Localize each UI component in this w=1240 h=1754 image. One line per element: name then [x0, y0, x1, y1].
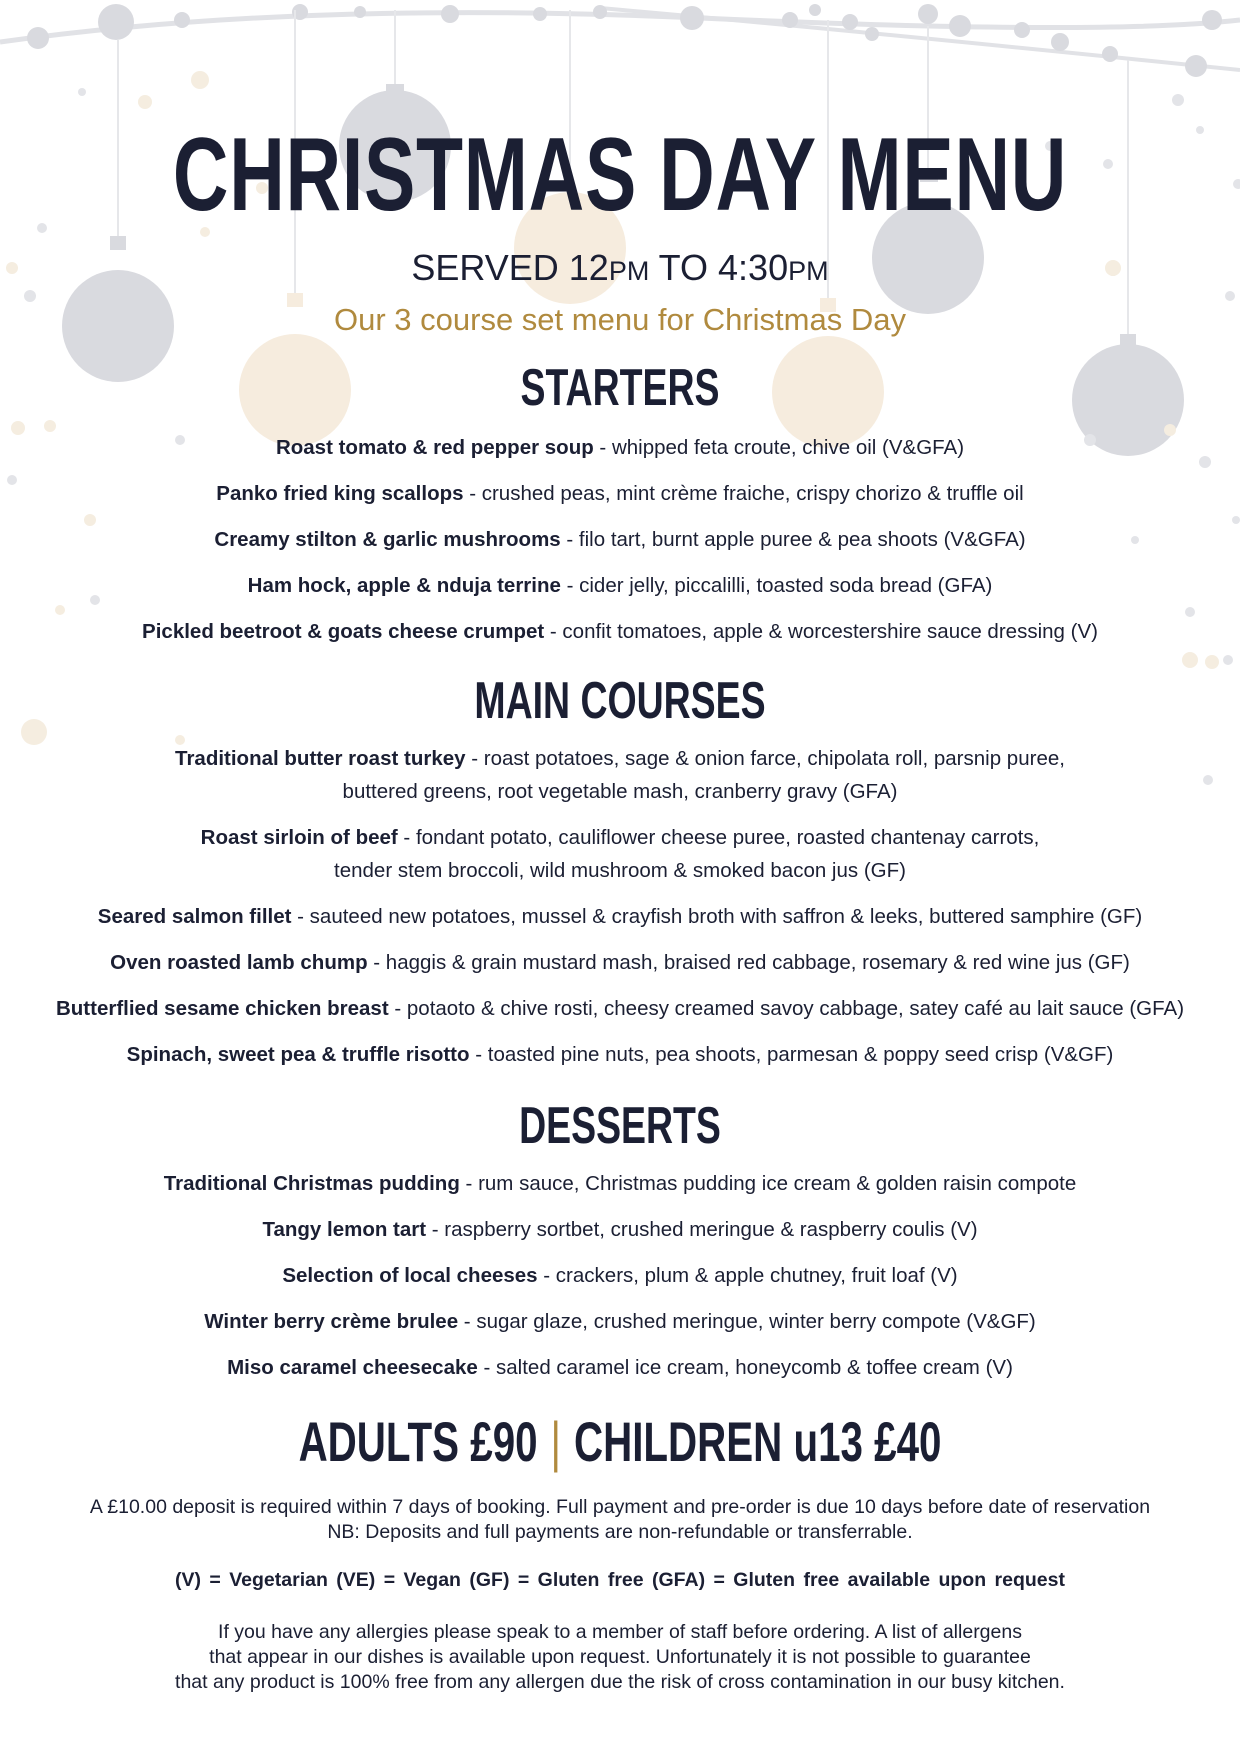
menu-item: Seared salmon fillet - sauteed new potatoes, mussel & crayfish broth with saffron & leeks, buttered samphire (GF): [97, 905, 1143, 928]
menu-item: Roast tomato & red pepper soup - whipped feta croute, chive oil (V&GFA): [275, 436, 965, 459]
dietary-key: (V) = Vegetarian (VE) = Vegan (GF) = Gluten free (GFA) = Gluten free available upon request: [175, 1569, 1065, 1591]
deposit-note: A £10.00 deposit is required within 7 days of booking. Full payment and pre-order is due 10 days before date of reservation NB: Deposits and full payments are non-refundable or transferrable.: [89, 1496, 1151, 1543]
menu-tagline: Our 3 course set menu for Christmas Day: [334, 302, 906, 337]
child-price: CHILDREN u13 £40: [573, 1410, 942, 1473]
menu-item: Winter berry crème brulee - sugar glaze, crushed meringue, winter berry compote (V&GF): [204, 1310, 1036, 1333]
served-times: SERVED 12PM TO 4:30PM: [411, 247, 829, 288]
menu-item: Spinach, sweet pea & truffle risotto - toasted pine nuts, pea shoots, parmesan & poppy seed crisp (V&GF): [126, 1043, 1114, 1066]
menu-title: CHRISTMAS DAY MENU: [172, 117, 1068, 233]
menu-item: Oven roasted lamb chump - haggis & grain mustard mash, braised red cabbage, rosemary & red wine jus (GF): [110, 951, 1130, 974]
menu-item: Selection of local cheeses - crackers, plum & apple chutney, fruit loaf (V): [282, 1264, 958, 1287]
adult-price: ADULTS £90: [298, 1410, 538, 1473]
mains-heading: MAIN COURSES: [474, 672, 766, 730]
menu-item: Traditional butter roast turkey - roast potatoes, sage & onion farce, chipolata roll, parsnip puree, buttered greens, root vegetable mash, cranberry gravy (GFA): [175, 747, 1065, 803]
pricing: [174, 1410, 1067, 1474]
starters-list: [0, 431, 1240, 661]
menu-item: Roast sirloin of beef - fondant potato, cauliflower cheese puree, roasted chantenay carrots, tender stem broccoli, wild mushroom & smoked bacon jus (GF): [200, 826, 1040, 882]
desserts-heading: DESSERTS: [519, 1097, 721, 1155]
starters-heading: STARTERS: [520, 359, 720, 417]
mains-list: [0, 742, 1240, 1084]
menu-item: Creamy stilton & garlic mushrooms - filo tart, burnt apple puree & pea shoots (V&GFA): [214, 528, 1026, 551]
menu-item: Panko fried king scallops - crushed peas, mint crème fraiche, crispy chorizo & truffle oil: [216, 482, 1024, 505]
menu-item: Traditional Christmas pudding - rum sauce, Christmas pudding ice cream & golden raisin compote: [163, 1172, 1077, 1195]
menu-item: Tangy lemon tart - raspberry sortbet, crushed meringue & raspberry coulis (V): [262, 1218, 978, 1241]
price-separator: |: [550, 1410, 561, 1473]
menu-item: Miso caramel cheesecake - salted caramel ice cream, honeycomb & toffee cream (V): [227, 1356, 1013, 1379]
desserts-list: [0, 1167, 1240, 1397]
allergy-note: If you have any allergies please speak to a member of staff before ordering. A list of allergens that appear in our dishes is available upon request. Unfortunately it is not possible to guarantee that any product is 100% free from any allergen due the risk of cross contamination in our busy kitchen.: [175, 1621, 1065, 1693]
menu-item: Butterflied sesame chicken breast - potaoto & chive rosti, cheesy creamed savoy cabbage, satey café au lait sauce (GFA): [55, 997, 1185, 1020]
menu-item: Ham hock, apple & nduja terrine - cider jelly, piccalilli, toasted soda bread (GFA): [247, 574, 993, 597]
menu-item: Pickled beetroot & goats cheese crumpet - confit tomatoes, apple & worcestershire sauce dressing (V): [142, 620, 1098, 643]
